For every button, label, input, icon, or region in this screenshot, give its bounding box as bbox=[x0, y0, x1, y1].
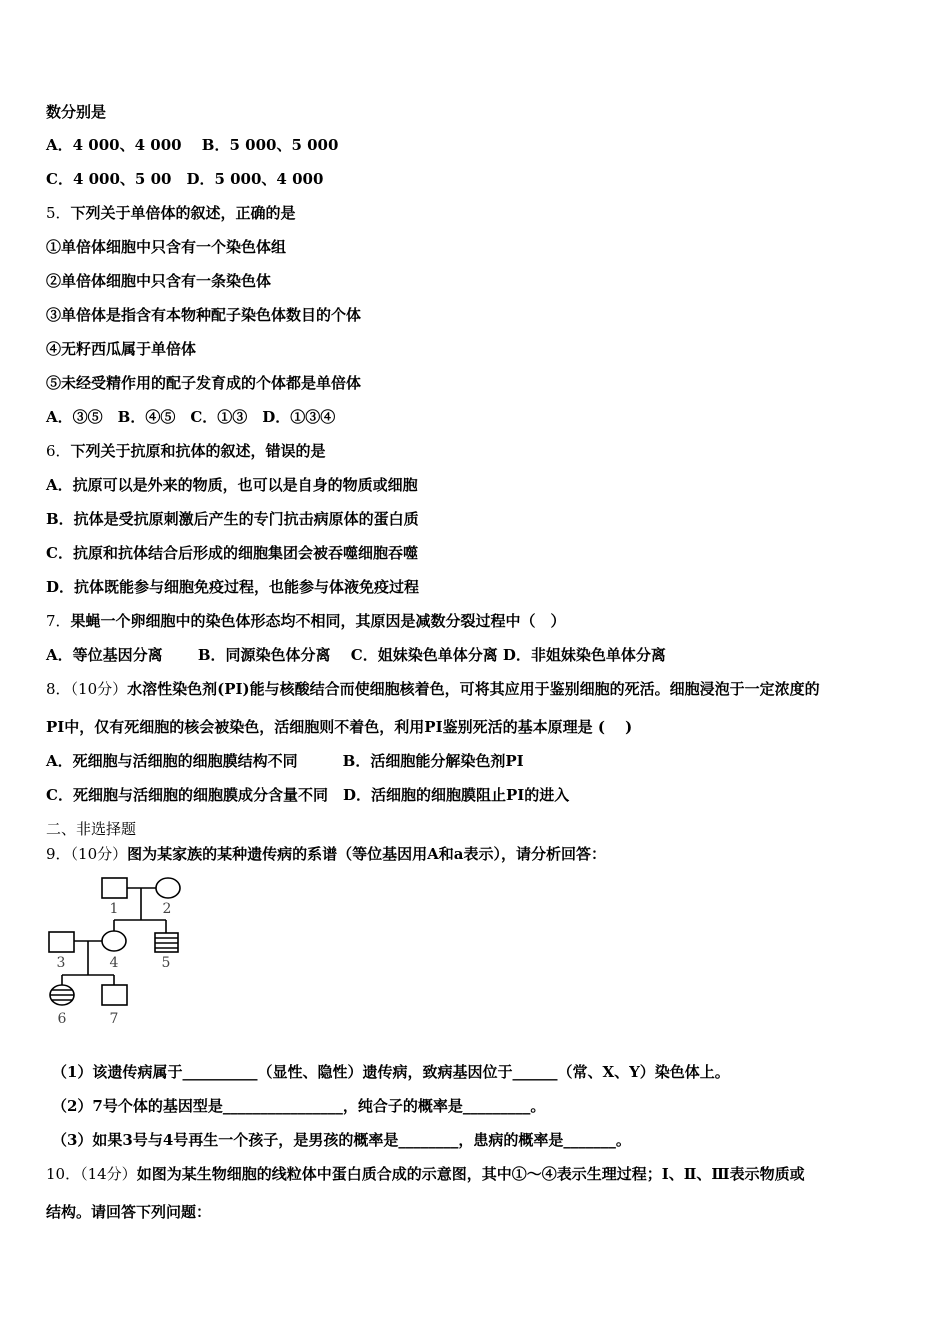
q6-text: 下列关于抗原和抗体的叙述，错误的是 bbox=[70, 442, 326, 460]
q5-options: A．③⑤ B．④⑤ C．①③ D．①③④ bbox=[46, 408, 336, 426]
label-4: 4 bbox=[109, 955, 119, 971]
individual-4-female bbox=[102, 931, 126, 951]
q8-options-ab: A．死细胞与活细胞的细胞膜结构不同 B．活细胞能分解染色剂PI bbox=[46, 752, 524, 770]
q8-number: 8．（10分） bbox=[46, 680, 128, 698]
q7-options: A．等位基因分离 B．同源染色体分离 C．姐妹染色单体分离 D．非姐妹染色单体分离 bbox=[46, 646, 666, 664]
q7-number: 7． bbox=[46, 612, 71, 630]
q9-text: 图为某家族的某种遗传病的系谱（等位基因用A和a表示），请分析回答： bbox=[127, 845, 607, 863]
q5-item-3: ③单倍体是指含有本物种配子染色体数目的个体 bbox=[46, 306, 362, 324]
label-7: 7 bbox=[109, 1011, 119, 1027]
q10-number: 10．（14分） bbox=[46, 1165, 137, 1183]
q5-item-5: ⑤未经受精作用的配子发育成的个体都是单倍体 bbox=[46, 374, 362, 392]
label-5: 5 bbox=[161, 955, 171, 971]
q4-options-cd: C．4 000、5 00 D．5 000、4 000 bbox=[46, 170, 324, 188]
q6-option-b: B．抗体是受抗原刺激后产生的专门抗击病原体的蛋白质 bbox=[46, 510, 419, 528]
individual-7-male bbox=[102, 985, 127, 1005]
individual-1-male bbox=[102, 878, 127, 898]
q6-option-a: A．抗原可以是外来的物质，也可以是自身的物质或细胞 bbox=[46, 476, 418, 494]
q5-number: 5． bbox=[46, 204, 71, 222]
individual-2-female bbox=[156, 878, 180, 898]
q6-option-c: C．抗原和抗体结合后形成的细胞集团会被吞噬细胞吞噬 bbox=[46, 544, 418, 562]
q7-text: 果蝇一个卵细胞中的染色体形态均不相同，其原因是减数分裂过程中（ ） bbox=[70, 612, 566, 630]
label-1: 1 bbox=[109, 901, 119, 917]
q8-options-cd: C．死细胞与活细胞的细胞膜成分含量不同 D．活细胞的细胞膜阻止PI的进入 bbox=[46, 786, 570, 804]
text-line: 数分别是 bbox=[46, 103, 107, 121]
label-2: 2 bbox=[162, 901, 172, 917]
q9-part-1: （1）该遗传病属于__________（显性、隐性）遗传病，致病基因位于______（常、X、Y）染色体上。 bbox=[52, 1063, 730, 1081]
label-6: 6 bbox=[57, 1011, 67, 1027]
q6-option-d: D．抗体既能参与细胞免疫过程，也能参与体液免疫过程 bbox=[46, 578, 420, 596]
pedigree-diagram bbox=[0, 0, 200, 1040]
q9-part-2: （2）7号个体的基因型是________________，纯合子的概率是_________。 bbox=[52, 1097, 546, 1115]
q5-text: 下列关于单倍体的叙述，正确的是 bbox=[70, 204, 296, 222]
q9-number: 9．（10分） bbox=[46, 845, 128, 863]
q8-stem-cont: PI中，仅有死细胞的核会被染色，活细胞则不着色，利用PI鉴别死活的基本原理是 ( ) bbox=[46, 718, 633, 736]
q9-part-3: （3）如果3号与4号再生一个孩子，是男孩的概率是________，患病的概率是_______。 bbox=[52, 1131, 631, 1149]
q4-options-ab: A．4 000、4 000 B．5 000、5 000 bbox=[46, 136, 339, 154]
q5-item-2: ②单倍体细胞中只含有一条染色体 bbox=[46, 272, 272, 290]
section-heading: 二、非选择题 bbox=[46, 820, 137, 838]
q10-stem bbox=[46, 1164, 805, 1184]
q5-item-4: ④无籽西瓜属于单倍体 bbox=[46, 340, 197, 358]
label-3: 3 bbox=[56, 955, 66, 971]
q5-item-1: ①单倍体细胞中只含有一个染色体组 bbox=[46, 238, 287, 256]
q8-text: 水溶性染色剂(PI)能与核酸结合而使细胞核着色，可将其应用于鉴别细胞的死活。细胞浸泡于一定浓度的 bbox=[127, 680, 820, 698]
q10-text: 如图为某生物细胞的线粒体中蛋白质合成的示意图，其中①～④表示生理过程；Ⅰ、Ⅱ、Ⅲ表示物质或 bbox=[136, 1165, 805, 1183]
q6-number: 6． bbox=[46, 442, 71, 460]
q10-stem-cont: 结构。请回答下列问题： bbox=[46, 1203, 212, 1221]
individual-3-male bbox=[49, 932, 74, 952]
